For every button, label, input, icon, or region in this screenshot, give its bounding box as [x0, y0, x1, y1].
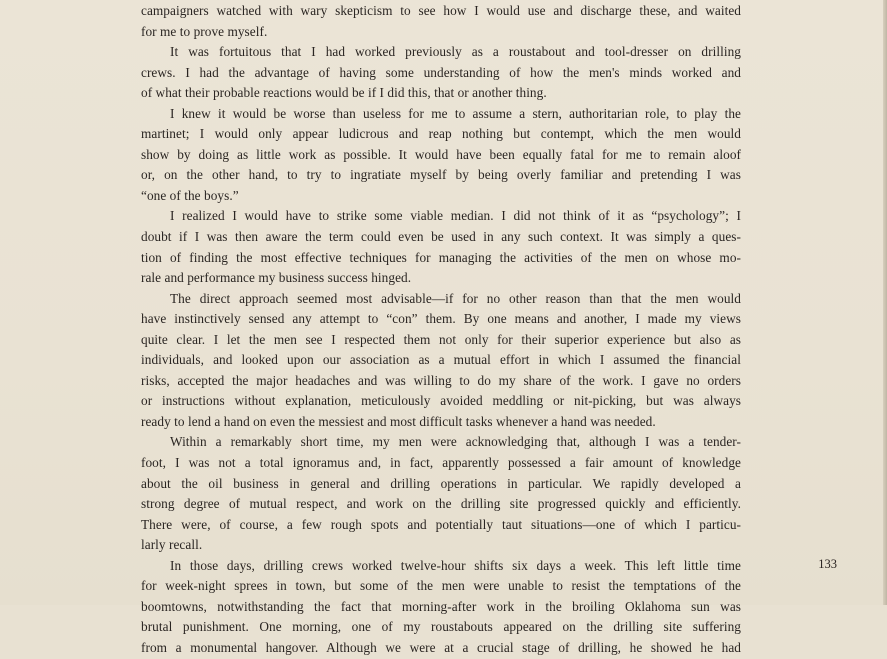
text-line: for me to prove myself. — [141, 23, 268, 39]
text-line: It was fortuitous that I had worked previously as a roustabout and tool-dresser on drilling — [170, 44, 741, 60]
body-text — [141, 1, 741, 659]
page-edge — [883, 0, 887, 605]
text-line: show by doing as little work as possible. It would have been equally fatal for me to remain aloof — [141, 146, 741, 162]
text-line: ready to lend a hand on even the messiest and most difficult tasks whenever a hand was needed. — [141, 413, 656, 429]
text-line: foot, I was not a total ignoramus and, in fact, apparently possessed a fair amount of knowledge — [141, 455, 741, 471]
text-line: doubt if I was then aware the term could even be used in any such context. It was simply a ques- — [141, 229, 741, 245]
text-line: In those days, drilling crews worked twelve-hour shifts six days a week. This left little time — [170, 557, 741, 573]
text-line: for week-night sprees in town, but some of the men were unable to resist the temptations of the — [141, 578, 741, 594]
text-line: I knew it would be worse than useless for me to assume a stern, authoritarian role, to play the — [170, 105, 741, 121]
text-line: I realized I would have to strike some viable median. I did not think of it as “psychology”; I — [170, 208, 741, 224]
text-line: strong degree of mutual respect, and work on the drilling site progressed quickly and efficiently. — [141, 496, 741, 512]
text-line: risks, accepted the major headaches and was willing to do my share of the work. I gave no orders — [141, 372, 741, 388]
text-line: boomtowns, notwithstanding the fact that morning-after work in the broiling Oklahoma sun was — [141, 598, 741, 614]
text-line: from a monumental hangover. Although we were at a crucial stage of drilling, he showed he had — [141, 639, 741, 655]
text-line: There were, of course, a few rough spots and potentially taut situations—one of which I particu- — [141, 516, 741, 532]
text-line: or instructions without explanation, meticulously avoided meddling or nit-picking, but was always — [141, 393, 741, 409]
text-line: about the oil business in general and drilling operations in particular. We rapidly developed a — [141, 475, 741, 491]
text-line: campaigners watched with wary skepticism to see how I would use and discharge these, and waited — [141, 3, 741, 18]
text-line: tion of finding the most effective techniques for managing the activities of the men on whose mo- — [141, 249, 741, 265]
text-line: brutal punishment. One morning, one of my roustabouts appeared on the drilling site suffering — [141, 619, 741, 635]
text-line: rale and performance my business success hinged. — [141, 270, 412, 286]
text-line: “one of the boys.” — [141, 187, 239, 203]
text-line: The direct approach seemed most advisable—if for no other reason than that the men would — [170, 290, 741, 306]
text-line: larly recall. — [141, 537, 203, 553]
text-line: crews. I had the advantage of having some understanding of how the men's minds worked and — [141, 64, 741, 80]
page-number: 133 — [818, 557, 837, 571]
text-line: have instinctively sensed any attempt to “con” them. By one means and another, I made my views — [141, 311, 741, 327]
text-line: or, on the other hand, to try to ingratiate myself by being overly familiar and pretending I was — [141, 167, 741, 183]
text-line: martinet; I would only appear ludicrous and reap nothing but contempt, which the men would — [141, 126, 741, 142]
text-line: individuals, and looked upon our association as a mutual effort in which I assumed the financial — [141, 352, 741, 368]
text-line: Within a remarkably short time, my men were acknowledging that, although I was a tender- — [170, 434, 741, 450]
text-line: quite clear. I let the men see I respected them not only for their superior experience but also as — [141, 331, 741, 347]
text-line: of what their probable reactions would be if I did this, that or another thing. — [141, 85, 547, 101]
